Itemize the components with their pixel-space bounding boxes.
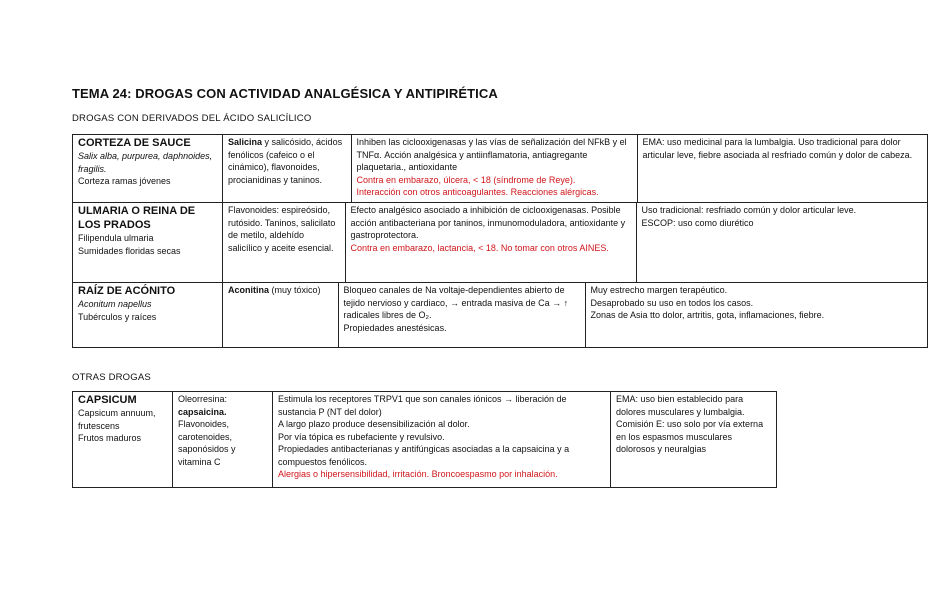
action-text: Inhiben las ciclooxigenasas y las vías de señalización del NFkB y el TNFα. Acción analgésica y antiinflamatoria, antiagregante plaquetaria., antioxidante bbox=[356, 137, 627, 172]
composition-text: Flavonoides, carotenoides, saponósidos y vitamina C bbox=[178, 419, 236, 467]
use-cell bbox=[636, 203, 927, 282]
use-text: ESCOP: uso como diurético bbox=[641, 217, 754, 228]
composition-text: y salicósido, ácidos fenólicos (cafeico o el cinámico), flavonoides, procianidinas y taninos. bbox=[228, 137, 343, 185]
composition-text: (muy tóxico) bbox=[269, 285, 321, 295]
action-text: Propiedades antibacterianas y antifúngicas asociadas a la capsaicina y a compuestos fenólicos. bbox=[278, 444, 570, 467]
section-heading-other: OTRAS DROGAS bbox=[72, 372, 151, 383]
use-text: EMA: uso medicinal para la lumbalgia. Uso tradicional para dolor articular leve, fiebre asociada al resfriado común y dolor de cabeza. bbox=[642, 137, 913, 160]
other-drugs-table bbox=[72, 391, 777, 488]
use-text: Zonas de Asia tto dolor, artritis, gota, inflamaciones, fiebre. bbox=[590, 310, 825, 320]
drug-part: Tubérculos y raíces bbox=[78, 311, 157, 322]
active-compound: capsaicina. bbox=[178, 406, 227, 417]
use-text: Comisión E: uso solo por vía externa en los espasmos musculares dolorosos y neuralgias bbox=[616, 419, 764, 454]
drug-name: RAÍZ DE ACÓNITO bbox=[78, 285, 176, 297]
composition-text: Oleorresina: bbox=[178, 394, 228, 404]
composition-cell bbox=[223, 203, 345, 282]
table-row bbox=[73, 135, 928, 203]
action-text: Estimula los receptores TRPV1 que son canales iónicos → liberación de sustancia P (NT del dolor) bbox=[278, 394, 567, 417]
action-cell bbox=[338, 283, 585, 347]
page-title: TEMA 24: DROGAS CON ACTIVIDAD ANALGÉSICA Y ANTIPIRÉTICA bbox=[72, 86, 498, 101]
action-text: A largo plazo produce desensibilización al dolor. bbox=[278, 419, 470, 429]
table-row bbox=[73, 203, 928, 283]
drug-cell-capsicum bbox=[73, 392, 173, 488]
use-text: Desaprobado su uso en todos los casos. bbox=[590, 297, 754, 308]
active-compound: Aconitina bbox=[228, 285, 270, 295]
drug-name: ULMARIA O REINA DE LOS PRADOS bbox=[78, 205, 196, 231]
drug-latin-name: Filipendula ulmaria bbox=[78, 233, 154, 243]
drug-cell-corteza bbox=[73, 135, 223, 203]
use-text: EMA: uso bien establecido para dolores musculares y lumbalgia. bbox=[616, 394, 745, 417]
use-cell bbox=[585, 283, 927, 347]
composition-text: Flavonoides: espireósido, rutósido. Taninos, salicilato de metilo, aldehído salicílico y aceite esencial. bbox=[228, 205, 336, 253]
drug-latin-name: Aconitum napellus bbox=[78, 299, 152, 309]
use-cell bbox=[637, 135, 927, 202]
use-text: Muy estrecho margen terapéutico. bbox=[590, 285, 728, 295]
action-cell bbox=[273, 392, 611, 488]
table-row bbox=[73, 392, 777, 488]
drug-cell-ulmaria bbox=[73, 203, 223, 283]
action-cell bbox=[351, 135, 637, 202]
drug-cell-aconito bbox=[73, 283, 223, 348]
salicylic-drugs-table bbox=[72, 134, 928, 348]
composition-cell bbox=[223, 135, 351, 202]
contraindication-text: Alergias o hipersensibilidad, irritación. Broncoespasmo por inhalación. bbox=[278, 469, 558, 479]
active-compound: Salicina bbox=[228, 137, 263, 147]
section-heading-salicylic: DROGAS CON DERIVADOS DEL ÁCIDO SALICÍLICO bbox=[72, 113, 312, 124]
use-cell bbox=[611, 392, 777, 488]
composition-cell bbox=[173, 392, 273, 488]
action-text: Efecto analgésico asociado a inhibición de ciclooxigenasas. Posible acción antibacteriana por taninos, inmunomoduladora, antioxidante y gastroprotectora. bbox=[350, 205, 626, 240]
composition-cell bbox=[223, 283, 338, 347]
drug-latin-name: Capsicum annuum, frutescens bbox=[78, 408, 156, 431]
action-text: Por vía tópica es rubefaciente y revulsivo. bbox=[278, 431, 445, 442]
drug-part: Frutos maduros bbox=[78, 433, 142, 443]
action-text: Propiedades anestésicas. bbox=[343, 322, 447, 333]
action-cell bbox=[345, 203, 636, 282]
drug-latin-name: Salix alba, purpurea, daphnoides, fragilis. bbox=[78, 151, 213, 174]
contraindication-text: Contra en embarazo, lactancia, < 18. No tomar con otros AINES. bbox=[350, 242, 609, 253]
interaction-text: Interacción con otros anticoagulantes. Reacciones alérgicas. bbox=[356, 187, 599, 197]
contraindication-text: Contra en embarazo, úlcera, < 18 (síndrome de Reye). bbox=[356, 174, 576, 185]
use-text: Uso tradicional: resfriado común y dolor articular leve. bbox=[641, 205, 857, 215]
action-text: Bloqueo canales de Na voltaje-dependientes abierto de tejido nervioso y cardiaco, → entrada masiva de Ca → ↑ radicales libres de O₂. bbox=[343, 285, 569, 320]
drug-name: CORTEZA DE SAUCE bbox=[78, 137, 191, 149]
drug-part: Sumidades floridas secas bbox=[78, 245, 181, 256]
drug-part: Corteza ramas jóvenes bbox=[78, 176, 171, 186]
drug-name: CAPSICUM bbox=[78, 394, 137, 406]
table-row bbox=[73, 283, 928, 348]
